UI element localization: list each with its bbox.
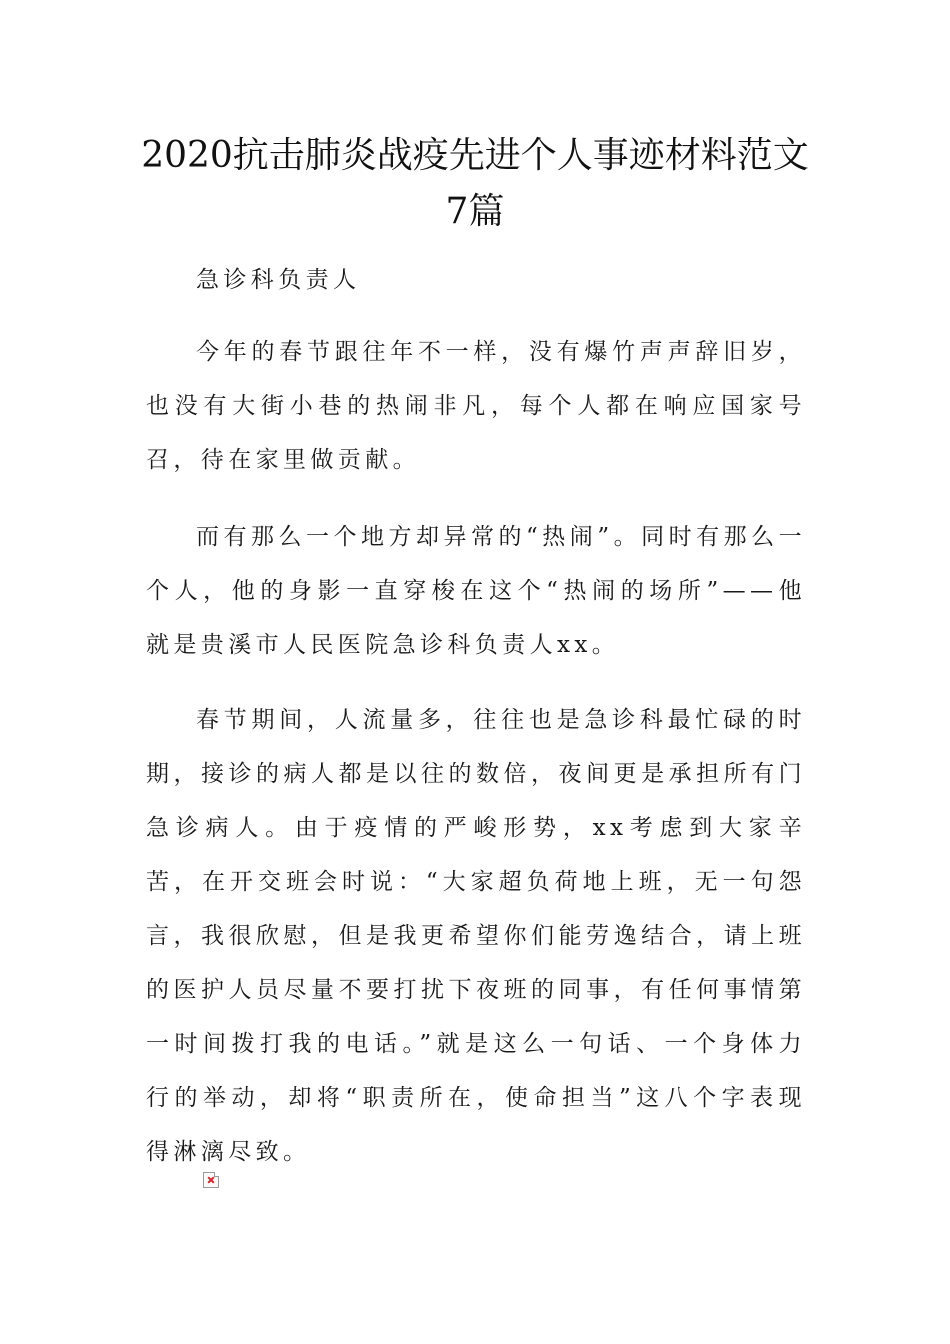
paragraph-2: 而有那么一个地方却异常的“热闹”。同时有那么一个人，他的身影一直穿梭在这个“热闹的场所”——他就是贵溪市人民医院急诊科负责人xx。 — [146, 524, 806, 658]
title-line-1: 2020抗击肺炎战疫先进个人事迹材料范文 — [141, 135, 809, 176]
paragraph-1: 今年的春节跟往年不一样，没有爆竹声声辞旧岁，也没有大街小巷的热闹非凡，每个人都在响应国家号召，待在家里做贡献。 — [146, 339, 806, 473]
image-corner-fold — [214, 1172, 219, 1177]
broken-image-icon — [203, 1172, 219, 1188]
paragraph-3: 春节期间，人流量多，往往也是急诊科最忙碌的时期，接诊的病人都是以往的数倍，夜间更是承担所有门急诊病人。由于疫情的严峻形势，xx考虑到大家辛苦，在开交班会时说：“大家超负荷地上班，无一句怨言，我很欣慰，但是我更希望你们能劳逸结合，请上班的医护人员尽量不要打扰下夜班的同事，有任何事情第一时间拨打我的电话。”就是这么一句话、一个身体力行的举动，却将“职责所在，使命担当”这八个字表现得淋漓尽致。 — [146, 707, 806, 1165]
document-title — [140, 128, 810, 240]
byline: 急诊科负责人 — [196, 267, 361, 293]
title-line-2: 7篇 — [445, 191, 505, 232]
